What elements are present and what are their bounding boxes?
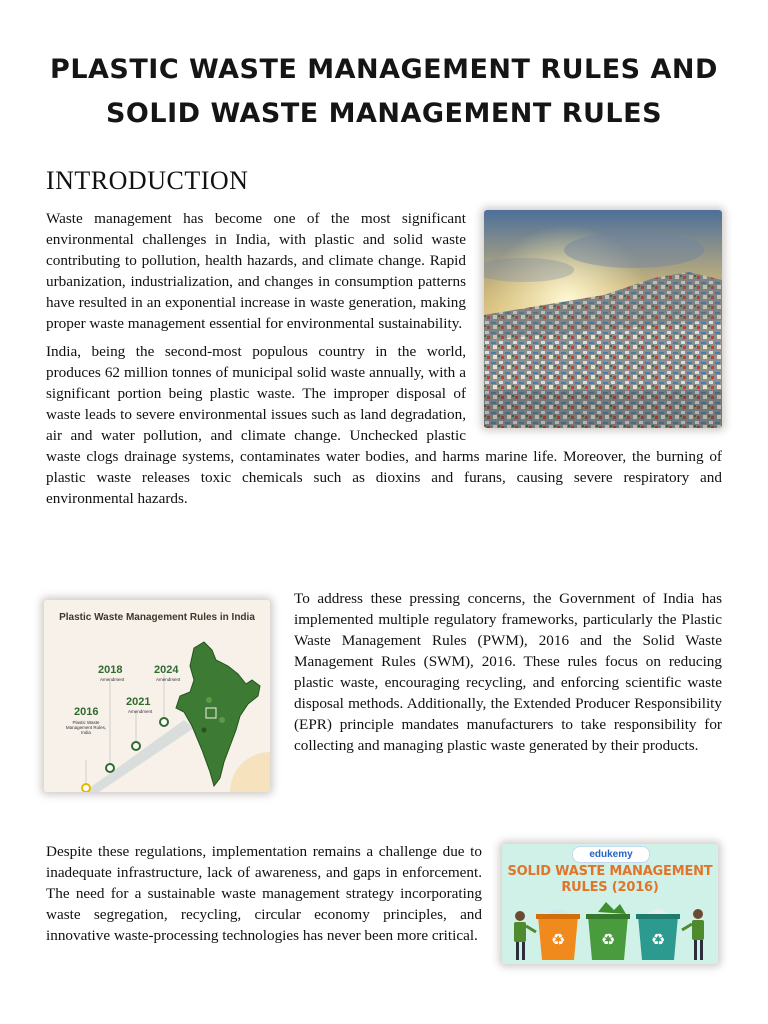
title-line-2: SOLID WASTE MANAGEMENT RULES [105,98,663,129]
section-heading: INTRODUCTION [46,166,249,195]
title-line-1: PLASTIC WASTE MANAGEMENT RULES AND [50,54,718,85]
landfill-illustration [484,210,722,428]
year-2018-caption: Amendment [100,677,125,682]
year-2024-caption: Amendment [156,677,181,682]
edukemy-logo: edukemy [572,846,650,863]
year-2021-caption: Amendment [128,709,153,714]
swm-title-line-2: RULES (2016) [561,880,659,895]
year-2016: 2016 [74,706,99,718]
bins-illustration [502,844,718,964]
paragraph-1: Waste management has become one of the most significant environmental challenges in India, with plastic and solid waste contributing to pollution, health hazards, and climate change. Rapid urbanization, industrialization, and changes in consumption patterns have resulted in an exponential increase in waste generation, making proper waste management essential for environmental sustainability. [46,210,466,332]
year-2024: 2024 [154,664,179,676]
document-title [20,48,748,136]
pwm-infographic-art [44,600,270,792]
challenges-block [46,841,482,946]
pwm-rules-infographic [44,600,270,792]
svg-text:♻: ♻ [650,930,666,949]
year-2021: 2021 [126,696,151,708]
svg-text:♻: ♻ [550,930,566,949]
intro-block [46,208,722,516]
swm-title-line-1: SOLID WASTE MANAGEMENT [507,864,713,879]
pwm-infographic-title: Plastic Waste Management Rules in India [59,612,255,623]
paragraph-3: To address these pressing concerns, the Government of India has implemented multiple regulatory frameworks, particularly the Plastic Waste Management Rules (PWM), 2016 and the Solid Waste Management Rules (SWM), 2016. These rules focus on reducing plastic waste, encouraging recycling, and enforcing scientific waste disposal methods. Additionally, the Extended Producer Responsibility (EPR) principle mandates manufacturers to take responsibility for collecting and managing plastic waste generated by their products. [294,590,722,754]
regulations-block [294,588,722,756]
landfill-photo [484,210,722,428]
year-2016-caption: Plastic Waste Management Rules, India [65,720,107,735]
paragraph-2: India, being the second-most populous country in the world, produces 62 million tonnes of municipal solid waste annually, with a significant portion being plastic waste. The improper disposal of waste leads to severe environmental issues such as land degradation, air and water pollution, and climate change. Unchecked plastic waste clogs drainage systems, contaminates water bodies, and harms marine life. Moreover, the burning of plastic waste releases toxic chemicals such as dioxins and furans, causing severe respiratory and environmental hazards. [46,343,722,507]
svg-text:♻: ♻ [600,930,616,949]
year-2018: 2018 [98,664,123,676]
paragraph-4: Despite these regulations, implementation remains a challenge due to inadequate infrastructure, lack of awareness, and gaps in enforcement. The need for a sustainable waste management strategy incorporating waste segregation, recycling, circular economy principles, and innovative waste-processing technologies has never been more critical. [46,843,482,944]
swm-rules-graphic [502,844,718,964]
